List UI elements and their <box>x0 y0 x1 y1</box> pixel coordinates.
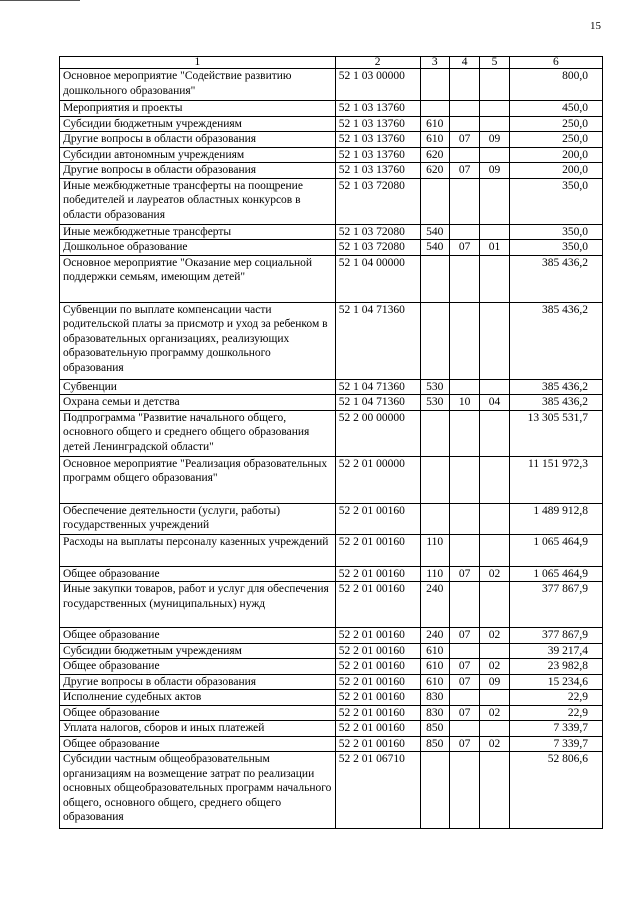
row-pr <box>480 503 509 534</box>
row-vr: 830 <box>420 690 449 706</box>
row-rz: 07 <box>449 628 479 644</box>
row-code: 52 1 04 71360 <box>335 302 420 379</box>
row-code: 52 2 01 00160 <box>335 503 420 534</box>
row-sum: 350,0 <box>509 224 602 240</box>
row-code: 52 2 01 00160 <box>335 690 420 706</box>
table-row <box>60 659 603 675</box>
header-col-2: 2 <box>335 57 420 69</box>
row-sum: 52 806,6 <box>509 752 602 829</box>
row-vr: 110 <box>420 566 449 582</box>
row-pr: 09 <box>480 163 509 179</box>
header-col-4: 4 <box>449 57 479 69</box>
row-rz <box>449 147 479 163</box>
row-name: Субсидии бюджетным учреждениям <box>60 116 336 132</box>
row-rz <box>449 379 479 395</box>
row-sum: 450,0 <box>509 101 602 117</box>
row-vr: 620 <box>420 163 449 179</box>
row-vr: 620 <box>420 147 449 163</box>
table-row <box>60 302 603 379</box>
row-rz: 07 <box>449 674 479 690</box>
table-row <box>60 628 603 644</box>
table-row <box>60 255 603 302</box>
table-row <box>60 643 603 659</box>
row-code: 52 2 01 00160 <box>335 534 420 566</box>
row-vr: 610 <box>420 643 449 659</box>
row-name: Обеспечение деятельности (услуги, работы) государственных учреждений <box>60 503 336 534</box>
row-vr: 610 <box>420 116 449 132</box>
row-rz <box>449 224 479 240</box>
row-code: 52 1 03 13760 <box>335 132 420 148</box>
row-name: Другие вопросы в области образования <box>60 163 336 179</box>
row-vr <box>420 69 449 101</box>
table-row <box>60 224 603 240</box>
row-name: Общее образование <box>60 659 336 675</box>
row-vr: 540 <box>420 224 449 240</box>
row-rz <box>449 752 479 829</box>
row-rz <box>449 255 479 302</box>
row-sum: 250,0 <box>509 116 602 132</box>
row-pr <box>480 302 509 379</box>
table-row <box>60 178 603 224</box>
row-pr <box>480 752 509 829</box>
row-name: Иные межбюджетные трансферты на поощрение победителей и лауреатов областных конкурсов в области образования <box>60 178 336 224</box>
row-rz: 07 <box>449 566 479 582</box>
row-vr: 850 <box>420 721 449 737</box>
row-pr: 02 <box>480 628 509 644</box>
row-sum: 23 982,8 <box>509 659 602 675</box>
row-vr: 830 <box>420 705 449 721</box>
row-code: 52 2 01 00160 <box>335 705 420 721</box>
scan-edge-mark <box>0 0 80 1</box>
row-code: 52 1 03 13760 <box>335 147 420 163</box>
table-row <box>60 116 603 132</box>
row-sum: 350,0 <box>509 240 602 256</box>
row-sum: 1 065 464,9 <box>509 534 602 566</box>
header-col-1: 1 <box>60 57 336 69</box>
row-vr: 850 <box>420 736 449 752</box>
row-rz: 10 <box>449 395 479 411</box>
row-sum: 22,9 <box>509 705 602 721</box>
row-rz <box>449 410 479 456</box>
row-pr <box>480 410 509 456</box>
row-code: 52 1 04 00000 <box>335 255 420 302</box>
row-sum: 39 217,4 <box>509 643 602 659</box>
table-row <box>60 721 603 737</box>
table-row <box>60 534 603 566</box>
table-row <box>60 736 603 752</box>
row-code: 52 1 03 00000 <box>335 69 420 101</box>
table-row <box>60 379 603 395</box>
row-code: 52 1 03 72080 <box>335 178 420 224</box>
row-code: 52 2 01 00160 <box>335 674 420 690</box>
row-code: 52 2 01 00160 <box>335 721 420 737</box>
row-name: Основное мероприятие "Реализация образовательных программ общего образования" <box>60 456 336 503</box>
row-vr: 240 <box>420 582 449 628</box>
row-code: 52 2 01 00160 <box>335 659 420 675</box>
row-code: 52 2 01 00160 <box>335 643 420 659</box>
row-pr <box>480 534 509 566</box>
row-rz <box>449 721 479 737</box>
row-name: Другие вопросы в области образования <box>60 674 336 690</box>
table-header-row <box>60 57 603 69</box>
row-code: 52 1 03 72080 <box>335 224 420 240</box>
row-pr <box>480 456 509 503</box>
table-row <box>60 752 603 829</box>
row-vr: 610 <box>420 132 449 148</box>
row-vr <box>420 255 449 302</box>
row-name: Подпрограмма "Развитие начального общего, основного общего и среднего общего образования детей Ленинградской области" <box>60 410 336 456</box>
row-sum: 1 489 912,8 <box>509 503 602 534</box>
row-rz <box>449 690 479 706</box>
row-pr <box>480 582 509 628</box>
row-pr: 01 <box>480 240 509 256</box>
row-vr: 530 <box>420 379 449 395</box>
row-sum: 377 867,9 <box>509 582 602 628</box>
row-vr <box>420 302 449 379</box>
row-pr <box>480 116 509 132</box>
row-code: 52 1 03 13760 <box>335 163 420 179</box>
row-vr: 530 <box>420 395 449 411</box>
table-row <box>60 69 603 101</box>
row-sum: 200,0 <box>509 163 602 179</box>
row-name: Расходы на выплаты персоналу казенных учреждений <box>60 534 336 566</box>
row-code: 52 2 01 00160 <box>335 582 420 628</box>
row-vr <box>420 503 449 534</box>
row-sum: 377 867,9 <box>509 628 602 644</box>
row-name: Охрана семьи и детства <box>60 395 336 411</box>
row-pr: 02 <box>480 736 509 752</box>
row-code: 52 1 04 71360 <box>335 379 420 395</box>
row-name: Субвенции по выплате компенсации части родительской платы за присмотр и уход за ребенком в образовательных организациях, реализующих образовательную программу дошкольного образования <box>60 302 336 379</box>
row-rz <box>449 582 479 628</box>
table-row <box>60 566 603 582</box>
row-vr: 610 <box>420 674 449 690</box>
row-name: Общее образование <box>60 705 336 721</box>
row-code: 52 2 01 00160 <box>335 566 420 582</box>
row-vr: 240 <box>420 628 449 644</box>
table-row <box>60 503 603 534</box>
row-rz <box>449 534 479 566</box>
row-code: 52 1 03 13760 <box>335 116 420 132</box>
row-name: Исполнение судебных актов <box>60 690 336 706</box>
row-rz <box>449 116 479 132</box>
row-code: 52 2 01 06710 <box>335 752 420 829</box>
row-name: Уплата налогов, сборов и иных платежей <box>60 721 336 737</box>
table-row <box>60 674 603 690</box>
row-sum: 200,0 <box>509 147 602 163</box>
row-rz <box>449 178 479 224</box>
row-code: 52 1 03 72080 <box>335 240 420 256</box>
row-sum: 13 305 531,7 <box>509 410 602 456</box>
row-rz <box>449 503 479 534</box>
row-name: Дошкольное образование <box>60 240 336 256</box>
page-number: 15 <box>590 20 601 32</box>
row-sum: 11 151 972,3 <box>509 456 602 503</box>
row-vr <box>420 101 449 117</box>
row-name: Субвенции <box>60 379 336 395</box>
row-name: Иные закупки товаров, работ и услуг для обеспечения государственных (муниципальных) нужд <box>60 582 336 628</box>
row-vr <box>420 410 449 456</box>
row-sum: 7 339,7 <box>509 721 602 737</box>
row-rz: 07 <box>449 736 479 752</box>
table-row <box>60 690 603 706</box>
row-name: Основное мероприятие "Оказание мер социальной поддержки семьям, имеющим детей" <box>60 255 336 302</box>
row-pr <box>480 101 509 117</box>
row-sum: 250,0 <box>509 132 602 148</box>
row-sum: 22,9 <box>509 690 602 706</box>
row-sum: 800,0 <box>509 69 602 101</box>
row-vr: 610 <box>420 659 449 675</box>
row-rz: 07 <box>449 132 479 148</box>
row-sum: 385 436,2 <box>509 302 602 379</box>
row-vr: 110 <box>420 534 449 566</box>
row-code: 52 1 04 71360 <box>335 395 420 411</box>
table-row <box>60 395 603 411</box>
row-sum: 15 234,6 <box>509 674 602 690</box>
row-name: Основное мероприятие "Содействие развитию дошкольного образования" <box>60 69 336 101</box>
row-sum: 1 065 464,9 <box>509 566 602 582</box>
table-row <box>60 582 603 628</box>
row-vr <box>420 752 449 829</box>
row-rz: 07 <box>449 240 479 256</box>
row-name: Общее образование <box>60 628 336 644</box>
row-name: Иные межбюджетные трансферты <box>60 224 336 240</box>
row-pr: 09 <box>480 674 509 690</box>
row-pr: 09 <box>480 132 509 148</box>
row-rz <box>449 101 479 117</box>
row-pr: 02 <box>480 705 509 721</box>
row-rz <box>449 302 479 379</box>
row-rz: 07 <box>449 705 479 721</box>
row-name: Субсидии автономным учреждениям <box>60 147 336 163</box>
budget-table <box>59 56 603 829</box>
row-code: 52 2 01 00000 <box>335 456 420 503</box>
row-sum: 385 436,2 <box>509 255 602 302</box>
table-row <box>60 101 603 117</box>
row-name: Субсидии частным общеобразовательным организациям на возмещение затрат по реализации основных общеобразовательных программ начального общего, основного общего, среднего общего образования <box>60 752 336 829</box>
row-pr <box>480 178 509 224</box>
row-rz: 07 <box>449 659 479 675</box>
row-name: Субсидии бюджетным учреждениям <box>60 643 336 659</box>
row-pr: 04 <box>480 395 509 411</box>
row-pr <box>480 643 509 659</box>
table-row <box>60 163 603 179</box>
row-pr <box>480 255 509 302</box>
row-name: Другие вопросы в области образования <box>60 132 336 148</box>
row-sum: 385 436,2 <box>509 379 602 395</box>
row-pr <box>480 721 509 737</box>
table-row <box>60 147 603 163</box>
row-name: Общее образование <box>60 736 336 752</box>
row-code: 52 2 01 00160 <box>335 736 420 752</box>
row-vr: 540 <box>420 240 449 256</box>
row-vr <box>420 178 449 224</box>
row-pr: 02 <box>480 659 509 675</box>
row-sum: 385 436,2 <box>509 395 602 411</box>
row-code: 52 1 03 13760 <box>335 101 420 117</box>
row-code: 52 2 00 00000 <box>335 410 420 456</box>
row-rz <box>449 69 479 101</box>
row-pr <box>480 224 509 240</box>
header-col-5: 5 <box>480 57 509 69</box>
row-rz <box>449 643 479 659</box>
row-code: 52 2 01 00160 <box>335 628 420 644</box>
row-name: Общее образование <box>60 566 336 582</box>
row-pr <box>480 379 509 395</box>
header-col-3: 3 <box>420 57 449 69</box>
table-row <box>60 410 603 456</box>
row-sum: 7 339,7 <box>509 736 602 752</box>
table-row <box>60 240 603 256</box>
table-row <box>60 456 603 503</box>
row-rz: 07 <box>449 163 479 179</box>
table-row <box>60 705 603 721</box>
header-col-6: 6 <box>509 57 602 69</box>
row-pr <box>480 147 509 163</box>
row-pr <box>480 690 509 706</box>
row-name: Мероприятия и проекты <box>60 101 336 117</box>
row-sum: 350,0 <box>509 178 602 224</box>
row-vr <box>420 456 449 503</box>
table-row <box>60 132 603 148</box>
row-pr <box>480 69 509 101</box>
row-pr: 02 <box>480 566 509 582</box>
row-rz <box>449 456 479 503</box>
